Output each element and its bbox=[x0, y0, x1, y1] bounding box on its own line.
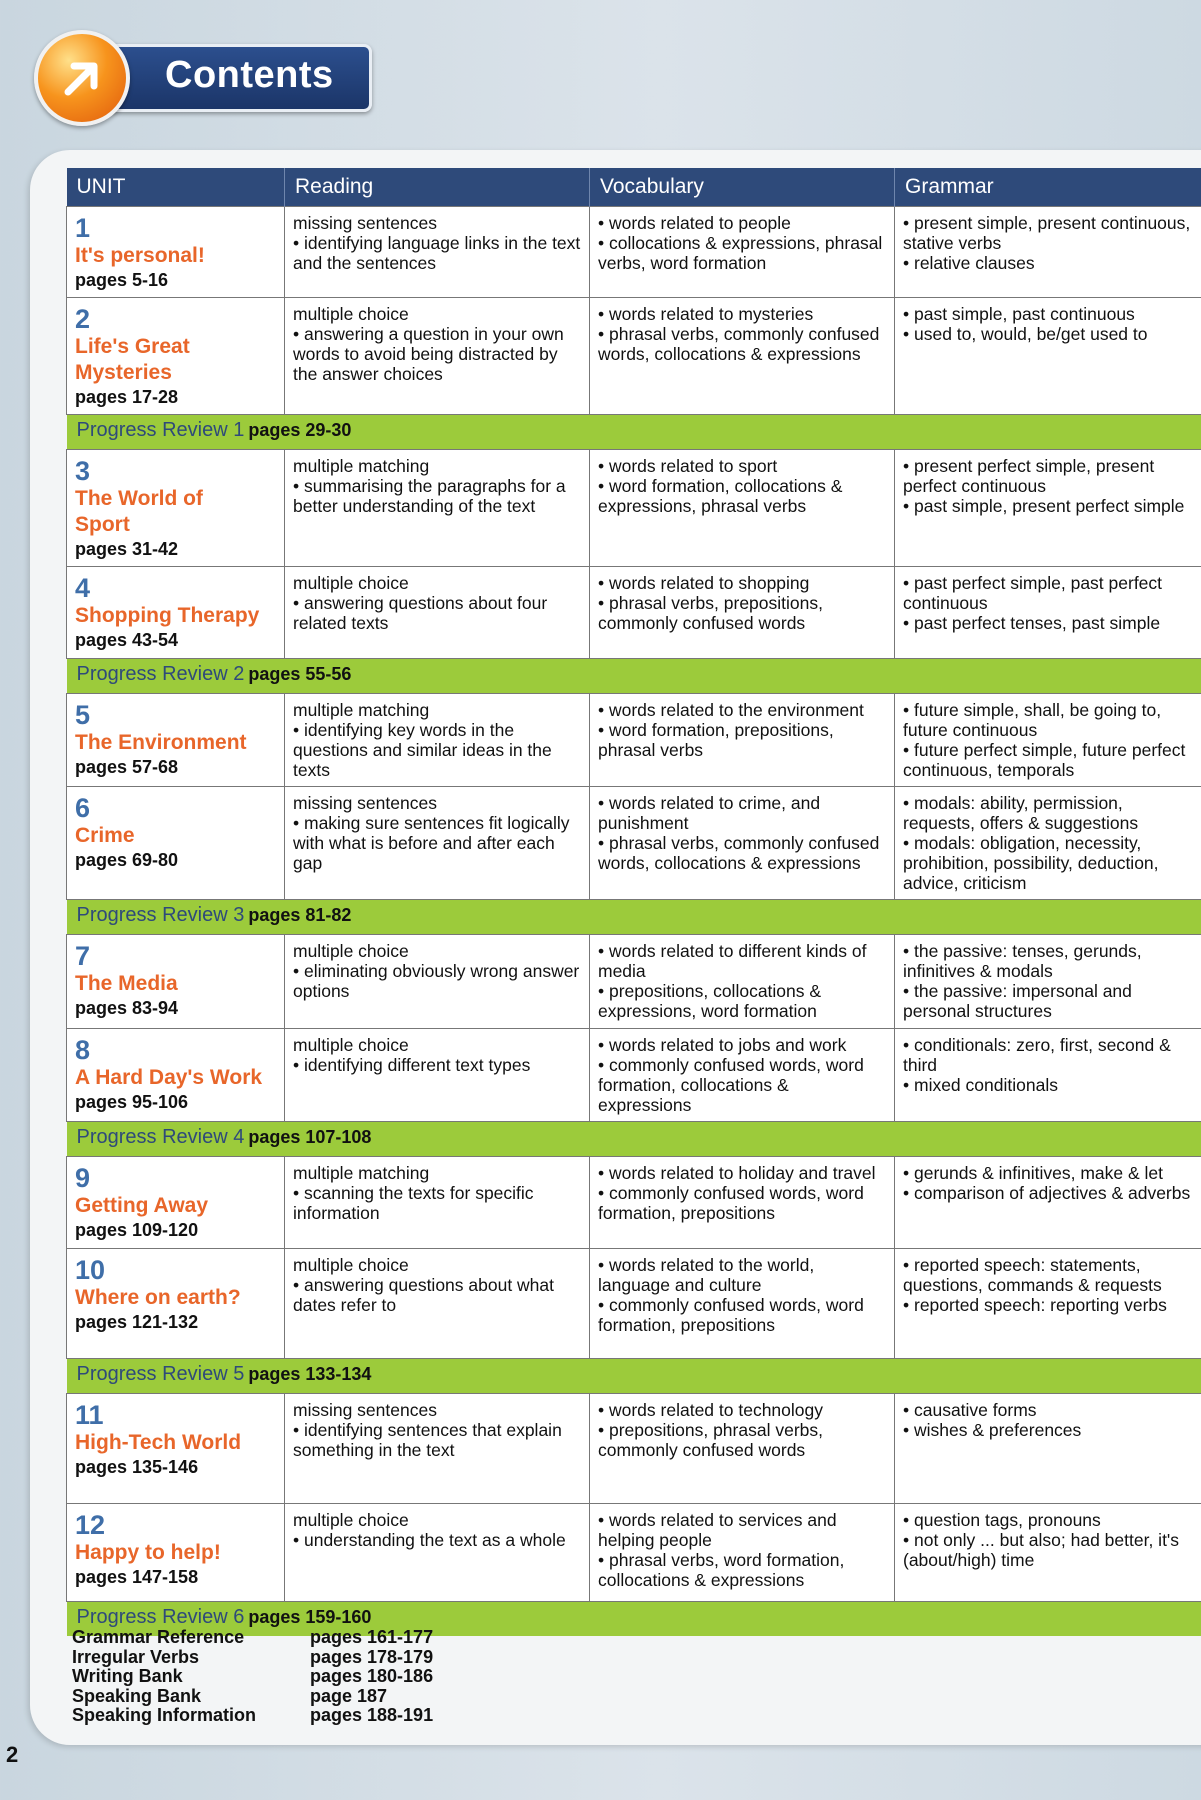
unit-cell bbox=[67, 567, 285, 659]
grammar-line: • reported speech: statements, questions, commands & requests bbox=[903, 1255, 1162, 1295]
unit-pages: pages 95-106 bbox=[75, 1092, 189, 1112]
grammar-line: • causative forms bbox=[903, 1400, 1037, 1420]
progress-review-row bbox=[67, 415, 1201, 450]
reading-line: • answering questions about four related texts bbox=[293, 593, 548, 633]
appendix-name: Irregular Verbs bbox=[72, 1646, 200, 1667]
grammar-cell bbox=[895, 787, 1201, 900]
reading-cell bbox=[285, 1504, 590, 1602]
appendix-pages: page 187 bbox=[310, 1685, 388, 1706]
unit-title: Sport bbox=[75, 513, 130, 536]
reading-cell bbox=[285, 1249, 590, 1359]
grammar-line: • reported speech: reporting verbs bbox=[903, 1295, 1167, 1315]
reading-cell bbox=[285, 694, 590, 787]
unit-pages: pages 109-120 bbox=[75, 1220, 199, 1240]
arrow-icon bbox=[34, 30, 130, 126]
reading-cell bbox=[285, 1029, 590, 1122]
progress-review-pages: pages 133-134 bbox=[248, 1364, 372, 1384]
unit-title: Mysteries bbox=[75, 361, 172, 384]
vocabulary-line: • commonly confused words, word formation, prepositions bbox=[598, 1183, 864, 1223]
unit-cell bbox=[67, 1504, 285, 1602]
column-header-reading: Reading bbox=[285, 168, 590, 207]
unit-row bbox=[67, 1249, 1201, 1359]
unit-row bbox=[67, 1394, 1201, 1504]
unit-row bbox=[67, 935, 1201, 1029]
unit-title: Life's Great bbox=[75, 335, 190, 358]
unit-number: 9 bbox=[75, 1163, 91, 1193]
progress-review-cell bbox=[67, 1122, 1201, 1157]
unit-title: It's personal! bbox=[75, 244, 205, 267]
unit-number: 11 bbox=[75, 1400, 104, 1430]
unit-title: Getting Away bbox=[75, 1194, 209, 1217]
vocabulary-line: • phrasal verbs, commonly confused words, collocations & expressions bbox=[598, 324, 880, 364]
reading-line: multiple matching bbox=[293, 700, 430, 720]
grammar-line: • future simple, shall, be going to, future continuous bbox=[903, 700, 1162, 740]
reading-cell bbox=[285, 298, 590, 415]
progress-review-label: Progress Review 4 bbox=[76, 1126, 245, 1148]
grammar-cell bbox=[895, 1504, 1201, 1602]
vocabulary-cell bbox=[590, 1029, 895, 1122]
grammar-line: • past simple, past continuous bbox=[903, 304, 1135, 324]
appendix-name: Speaking Bank bbox=[72, 1685, 202, 1706]
grammar-cell bbox=[895, 1394, 1201, 1504]
page-number: 2 bbox=[6, 1742, 19, 1767]
grammar-line: • past perfect tenses, past simple bbox=[903, 613, 1161, 633]
grammar-line: • comparison of adjectives & adverbs bbox=[903, 1183, 1191, 1203]
vocabulary-line: • words related to jobs and work bbox=[598, 1035, 847, 1055]
reading-line: • eliminating obviously wrong answer options bbox=[293, 961, 580, 1001]
vocabulary-line: • phrasal verbs, prepositions, commonly confused words bbox=[598, 593, 823, 633]
unit-title: Crime bbox=[75, 824, 135, 847]
progress-review-pages: pages 55-56 bbox=[248, 664, 352, 684]
vocabulary-line: • words related to the world, language and culture bbox=[598, 1255, 815, 1295]
unit-pages: pages 5-16 bbox=[75, 270, 169, 290]
vocabulary-cell bbox=[590, 450, 895, 567]
reading-line: missing sentences bbox=[293, 213, 437, 233]
contents-title-bar bbox=[104, 44, 372, 112]
page-title: Contents bbox=[165, 54, 334, 96]
unit-number: 5 bbox=[75, 700, 91, 730]
column-header-vocabulary: Vocabulary bbox=[590, 168, 895, 207]
grammar-cell bbox=[895, 935, 1201, 1029]
appendix-name: Grammar Reference bbox=[72, 1627, 245, 1647]
grammar-cell bbox=[895, 694, 1201, 787]
progress-review-pages: pages 29-30 bbox=[248, 420, 352, 440]
reading-cell bbox=[285, 787, 590, 900]
unit-number: 1 bbox=[75, 213, 91, 243]
reading-line: multiple choice bbox=[293, 941, 409, 961]
vocabulary-line: • words related to crime, and punishment bbox=[598, 793, 821, 833]
unit-number: 2 bbox=[75, 304, 91, 334]
grammar-line: • not only ... but also; had better, it's (about/high) time bbox=[903, 1530, 1180, 1570]
grammar-line: • gerunds & infinitives, make & let bbox=[903, 1163, 1163, 1183]
unit-pages: pages 83-94 bbox=[75, 998, 179, 1018]
unit-number: 4 bbox=[75, 573, 91, 603]
vocabulary-line: • words related to shopping bbox=[598, 573, 810, 593]
unit-pages: pages 69-80 bbox=[75, 850, 179, 870]
vocabulary-cell bbox=[590, 1394, 895, 1504]
unit-row bbox=[67, 207, 1201, 298]
appendix-name: Speaking Information bbox=[72, 1705, 257, 1725]
reading-cell bbox=[285, 935, 590, 1029]
reading-cell bbox=[285, 207, 590, 298]
reading-line: multiple choice bbox=[293, 573, 409, 593]
column-header-unit: UNIT bbox=[67, 168, 285, 207]
unit-title: The Media bbox=[75, 972, 178, 995]
unit-title: Happy to help! bbox=[75, 1541, 221, 1564]
vocabulary-line: • words related to sport bbox=[598, 456, 778, 476]
progress-review-row bbox=[67, 1122, 1201, 1157]
vocabulary-line: • phrasal verbs, word formation, collocations & expressions bbox=[598, 1550, 845, 1590]
unit-row bbox=[67, 1504, 1201, 1602]
reading-line: multiple choice bbox=[293, 1035, 409, 1055]
unit-cell bbox=[67, 298, 285, 415]
grammar-cell bbox=[895, 567, 1201, 659]
unit-row bbox=[67, 694, 1201, 787]
unit-pages: pages 17-28 bbox=[75, 387, 179, 407]
unit-title: The Environment bbox=[75, 731, 247, 754]
unit-cell bbox=[67, 787, 285, 900]
contents-table bbox=[66, 168, 1201, 1636]
unit-number: 12 bbox=[75, 1510, 106, 1540]
appendix-pages: pages 188-191 bbox=[310, 1705, 434, 1725]
progress-review-row bbox=[67, 1359, 1201, 1394]
reading-line: • answering questions about what dates refer to bbox=[293, 1275, 555, 1315]
vocabulary-line: • word formation, prepositions, phrasal verbs bbox=[598, 720, 834, 760]
reading-line: multiple choice bbox=[293, 304, 409, 324]
grammar-line: • modals: obligation, necessity, prohibition, possibility, deduction, advice, criticism bbox=[903, 833, 1159, 893]
grammar-line: • the passive: impersonal and personal structures bbox=[903, 981, 1132, 1021]
unit-cell bbox=[67, 450, 285, 567]
unit-pages: pages 121-132 bbox=[75, 1312, 199, 1332]
reading-cell bbox=[285, 1157, 590, 1249]
progress-review-cell bbox=[67, 1359, 1201, 1394]
reading-line: multiple matching bbox=[293, 456, 430, 476]
progress-review-label: Progress Review 5 bbox=[76, 1363, 245, 1385]
progress-review-pages: pages 159-160 bbox=[248, 1607, 372, 1627]
progress-review-cell bbox=[67, 659, 1201, 694]
unit-row bbox=[67, 298, 1201, 415]
vocabulary-cell bbox=[590, 567, 895, 659]
vocabulary-line: • words related to different kinds of media bbox=[598, 941, 867, 981]
vocabulary-line: • words related to technology bbox=[598, 1400, 824, 1420]
reading-line: • identifying different text types bbox=[293, 1055, 531, 1075]
reading-line: • understanding the text as a whole bbox=[293, 1530, 566, 1550]
unit-row bbox=[67, 1157, 1201, 1249]
unit-pages: pages 147-158 bbox=[75, 1567, 199, 1587]
vocabulary-line: • prepositions, collocations & expressions, word formation bbox=[598, 981, 822, 1021]
unit-number: 6 bbox=[75, 793, 91, 823]
reading-line: multiple choice bbox=[293, 1510, 409, 1530]
progress-review-row bbox=[67, 900, 1201, 935]
reading-line: • making sure sentences fit logically with what is before and after each gap bbox=[293, 813, 570, 873]
reading-cell bbox=[285, 567, 590, 659]
grammar-line: • past perfect simple, past perfect continuous bbox=[903, 573, 1163, 613]
grammar-line: • question tags, pronouns bbox=[903, 1510, 1101, 1530]
progress-review-pages: pages 81-82 bbox=[248, 905, 352, 925]
vocabulary-line: • words related to services and helping people bbox=[598, 1510, 837, 1550]
reading-line: • summarising the paragraphs for a better understanding of the text bbox=[293, 476, 566, 516]
reading-cell bbox=[285, 450, 590, 567]
unit-cell bbox=[67, 1157, 285, 1249]
grammar-cell bbox=[895, 207, 1201, 298]
grammar-cell bbox=[895, 1157, 1201, 1249]
grammar-cell bbox=[895, 1029, 1201, 1122]
grammar-line: • present simple, present continuous, stative verbs bbox=[903, 213, 1191, 253]
unit-row bbox=[67, 567, 1201, 659]
vocabulary-line: • collocations & expressions, phrasal verbs, word formation bbox=[598, 233, 883, 273]
unit-cell bbox=[67, 1249, 285, 1359]
unit-row bbox=[67, 450, 1201, 567]
vocabulary-cell bbox=[590, 935, 895, 1029]
unit-title: High-Tech World bbox=[75, 1431, 242, 1454]
table-body bbox=[67, 207, 1201, 1637]
vocabulary-cell bbox=[590, 1249, 895, 1359]
vocabulary-cell bbox=[590, 1504, 895, 1602]
unit-number: 10 bbox=[75, 1255, 106, 1285]
unit-row bbox=[67, 787, 1201, 900]
grammar-line: • the passive: tenses, gerunds, infinitives & modals bbox=[903, 941, 1142, 981]
appendix-name: Writing Bank bbox=[72, 1666, 183, 1686]
unit-pages: pages 43-54 bbox=[75, 630, 179, 650]
appendix-item bbox=[72, 1706, 433, 1726]
vocabulary-cell bbox=[590, 694, 895, 787]
column-header-grammar: Grammar bbox=[895, 168, 1201, 207]
grammar-line: • past simple, present perfect simple bbox=[903, 496, 1185, 516]
unit-title: The World of bbox=[75, 487, 203, 510]
grammar-line: • conditionals: zero, first, second & third bbox=[903, 1035, 1171, 1075]
unit-cell bbox=[67, 935, 285, 1029]
appendix-item bbox=[72, 1628, 433, 1648]
reading-line: missing sentences bbox=[293, 1400, 437, 1420]
reading-line: missing sentences bbox=[293, 793, 437, 813]
grammar-cell bbox=[895, 1249, 1201, 1359]
reading-line: • identifying sentences that explain something in the text bbox=[293, 1420, 562, 1460]
vocabulary-line: • words related to mysteries bbox=[598, 304, 814, 324]
unit-cell bbox=[67, 694, 285, 787]
unit-title: Where on earth? bbox=[75, 1286, 241, 1309]
grammar-line: • modals: ability, permission, requests, offers & suggestions bbox=[903, 793, 1139, 833]
vocabulary-cell bbox=[590, 298, 895, 415]
appendix-item bbox=[72, 1687, 433, 1707]
reading-line: • scanning the texts for specific information bbox=[293, 1183, 534, 1223]
grammar-cell bbox=[895, 298, 1201, 415]
progress-review-cell bbox=[67, 415, 1201, 450]
vocabulary-line: • words related to the environment bbox=[598, 700, 864, 720]
appendix-pages: pages 180-186 bbox=[310, 1666, 434, 1686]
grammar-cell bbox=[895, 450, 1201, 567]
reading-line: multiple matching bbox=[293, 1163, 430, 1183]
vocabulary-cell bbox=[590, 207, 895, 298]
reading-line: multiple choice bbox=[293, 1255, 409, 1275]
unit-pages: pages 135-146 bbox=[75, 1457, 199, 1477]
contents-badge bbox=[34, 30, 354, 120]
progress-review-row bbox=[67, 659, 1201, 694]
vocabulary-line: • prepositions, phrasal verbs, commonly confused words bbox=[598, 1420, 823, 1460]
unit-number: 7 bbox=[75, 941, 91, 971]
unit-number: 3 bbox=[75, 456, 91, 486]
vocabulary-line: • word formation, collocations & expressions, phrasal verbs bbox=[598, 476, 843, 516]
unit-number: 8 bbox=[75, 1035, 91, 1065]
table-header-row bbox=[67, 168, 1201, 207]
vocabulary-line: • commonly confused words, word formation, prepositions bbox=[598, 1295, 864, 1335]
unit-cell bbox=[67, 1394, 285, 1504]
appendix-pages: pages 178-179 bbox=[310, 1646, 434, 1667]
vocabulary-line: • phrasal verbs, commonly confused words, collocations & expressions bbox=[598, 833, 880, 873]
reading-line: • identifying key words in the questions and similar ideas in the texts bbox=[293, 720, 552, 780]
reading-cell bbox=[285, 1394, 590, 1504]
reading-line: • answering a question in your own words to avoid being distracted by the answer choices bbox=[293, 324, 564, 384]
vocabulary-line: • commonly confused words, word formation, collocations & expressions bbox=[598, 1055, 864, 1115]
reading-line: • identifying language links in the text and the sentences bbox=[293, 233, 581, 273]
vocabulary-line: • words related to people bbox=[598, 213, 791, 233]
appendix-item bbox=[72, 1648, 433, 1668]
progress-review-label: Progress Review 2 bbox=[76, 663, 245, 685]
unit-title: A Hard Day's Work bbox=[75, 1066, 263, 1089]
appendix-list bbox=[72, 1628, 433, 1726]
vocabulary-cell bbox=[590, 787, 895, 900]
unit-pages: pages 31-42 bbox=[75, 539, 179, 559]
grammar-line: • future perfect simple, future perfect continuous, temporals bbox=[903, 740, 1186, 780]
progress-review-label: Progress Review 3 bbox=[76, 904, 245, 926]
vocabulary-cell bbox=[590, 1157, 895, 1249]
grammar-line: • present perfect simple, present perfect continuous bbox=[903, 456, 1155, 496]
progress-review-cell bbox=[67, 900, 1201, 935]
progress-review-label: Progress Review 1 bbox=[76, 419, 245, 441]
grammar-line: • used to, would, be/get used to bbox=[903, 324, 1148, 344]
unit-cell bbox=[67, 207, 285, 298]
progress-review-pages: pages 107-108 bbox=[248, 1127, 372, 1147]
appendix-pages: pages 161-177 bbox=[310, 1627, 434, 1647]
unit-title: Shopping Therapy bbox=[75, 604, 260, 627]
grammar-line: • relative clauses bbox=[903, 253, 1035, 273]
progress-review-label: Progress Review 6 bbox=[76, 1606, 245, 1628]
unit-cell bbox=[67, 1029, 285, 1122]
unit-pages: pages 57-68 bbox=[75, 757, 179, 777]
grammar-line: • wishes & preferences bbox=[903, 1420, 1082, 1440]
unit-row bbox=[67, 1029, 1201, 1122]
grammar-line: • mixed conditionals bbox=[903, 1075, 1058, 1095]
vocabulary-line: • words related to holiday and travel bbox=[598, 1163, 876, 1183]
appendix-item bbox=[72, 1667, 433, 1687]
